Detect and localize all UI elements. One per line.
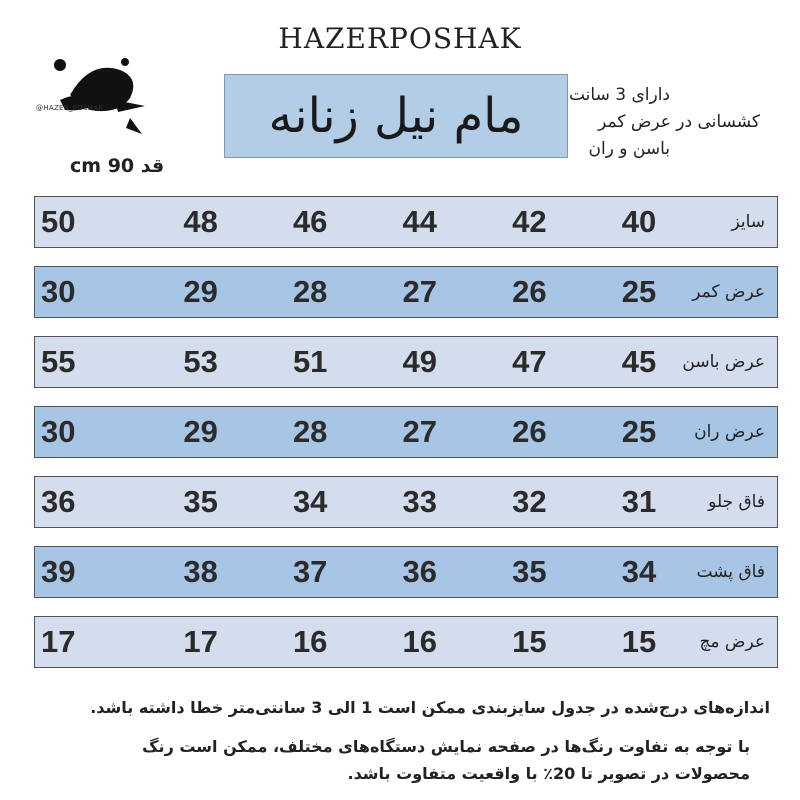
row-values — [35, 337, 695, 387]
table-cell: 34 — [292, 484, 328, 519]
table-cell: 48 — [183, 204, 218, 239]
table-cell: 34 — [621, 554, 657, 589]
table-cell: 50 — [41, 204, 76, 239]
table-cell: 30 — [41, 274, 76, 309]
table-row — [34, 196, 778, 248]
stretch-note-line3: باسن و ران — [588, 139, 670, 159]
row-values — [35, 407, 695, 457]
height-label: قد 90 cm — [70, 155, 165, 177]
footer-line1: اندازه‌های درج‌شده در جدول سایزبندی ممکن است 1 الی 3 سانتی‌متر خطا داشته باشد. — [90, 698, 770, 717]
row-label: عرض ران — [694, 422, 765, 442]
row-label: فاق پشت — [696, 562, 765, 582]
brand-name: HAZERPOSHAK — [278, 22, 522, 55]
table-cell: 36 — [41, 484, 76, 519]
logo-mark-icon — [30, 40, 160, 135]
table-cell: 32 — [512, 484, 547, 519]
footer-line3-text: محصولات در تصویر تا 20٪ با واقعیت متفاوت باشد. — [347, 764, 750, 783]
row-values — [35, 197, 695, 247]
size-table — [34, 196, 778, 686]
table-cell: 15 — [621, 624, 657, 659]
stretch-note — [560, 82, 760, 163]
stretch-note-line1: دارای 3 سانت — [568, 85, 670, 105]
table-cell: 39 — [41, 554, 76, 589]
table-cell: 55 — [41, 344, 76, 379]
table-cell: 49 — [402, 344, 438, 379]
row-label: سایز — [731, 212, 765, 232]
table-row — [34, 266, 778, 318]
table-cell: 16 — [292, 624, 328, 659]
table-row — [34, 476, 778, 528]
table-cell: 40 — [621, 204, 657, 239]
table-cell: 46 — [292, 204, 328, 239]
table-cell: 26 — [512, 414, 547, 449]
table-row — [34, 406, 778, 458]
row-label: عرض مچ — [699, 632, 765, 652]
row-values — [35, 267, 695, 317]
table-row — [34, 336, 778, 388]
table-cell: 35 — [183, 484, 218, 519]
table-cell: 35 — [512, 554, 547, 589]
row-values — [35, 477, 695, 527]
table-cell: 37 — [292, 554, 328, 589]
table-cell: 47 — [512, 344, 547, 379]
table-cell: 26 — [512, 274, 547, 309]
table-cell: 53 — [183, 344, 218, 379]
table-cell: 36 — [402, 554, 438, 589]
stretch-note-line2: کشسانی در عرض کمر — [598, 112, 760, 132]
row-label: فاق جلو — [708, 492, 765, 512]
table-cell: 15 — [512, 624, 547, 659]
table-cell: 29 — [183, 414, 218, 449]
row-values — [35, 617, 695, 667]
brand-logo — [30, 40, 160, 135]
table-row — [34, 546, 778, 598]
table-cell: 28 — [292, 414, 328, 449]
table-cell: 27 — [402, 274, 438, 309]
table-cell: 45 — [621, 344, 657, 379]
table-cell: 42 — [512, 204, 547, 239]
table-cell: 30 — [41, 414, 76, 449]
table-cell: 25 — [621, 274, 657, 309]
table-cell: 44 — [402, 204, 438, 239]
table-cell: 17 — [41, 624, 76, 659]
row-label: عرض باسن — [682, 352, 765, 372]
row-label: عرض کمر — [692, 282, 765, 302]
table-cell: 16 — [402, 624, 438, 659]
table-cell: 38 — [183, 554, 218, 589]
product-title: مام نیل زنانه — [224, 74, 568, 158]
table-cell: 25 — [621, 414, 657, 449]
table-cell: 51 — [292, 344, 328, 379]
table-cell: 31 — [621, 484, 657, 519]
table-cell: 17 — [183, 624, 218, 659]
table-cell: 29 — [183, 274, 218, 309]
table-row — [34, 616, 778, 668]
footer-notes — [0, 694, 770, 787]
footer-line2-text: با توجه به تفاوت رنگ‌ها در صفحه نمایش دستگاه‌های مختلف، ممکن است رنگ — [142, 737, 750, 756]
logo-handle: @HAZER_POSHAK — [36, 104, 104, 112]
table-cell: 33 — [402, 484, 438, 519]
table-cell: 27 — [402, 414, 438, 449]
footer-line2 — [0, 733, 750, 787]
row-values — [35, 547, 695, 597]
table-cell: 28 — [292, 274, 328, 309]
